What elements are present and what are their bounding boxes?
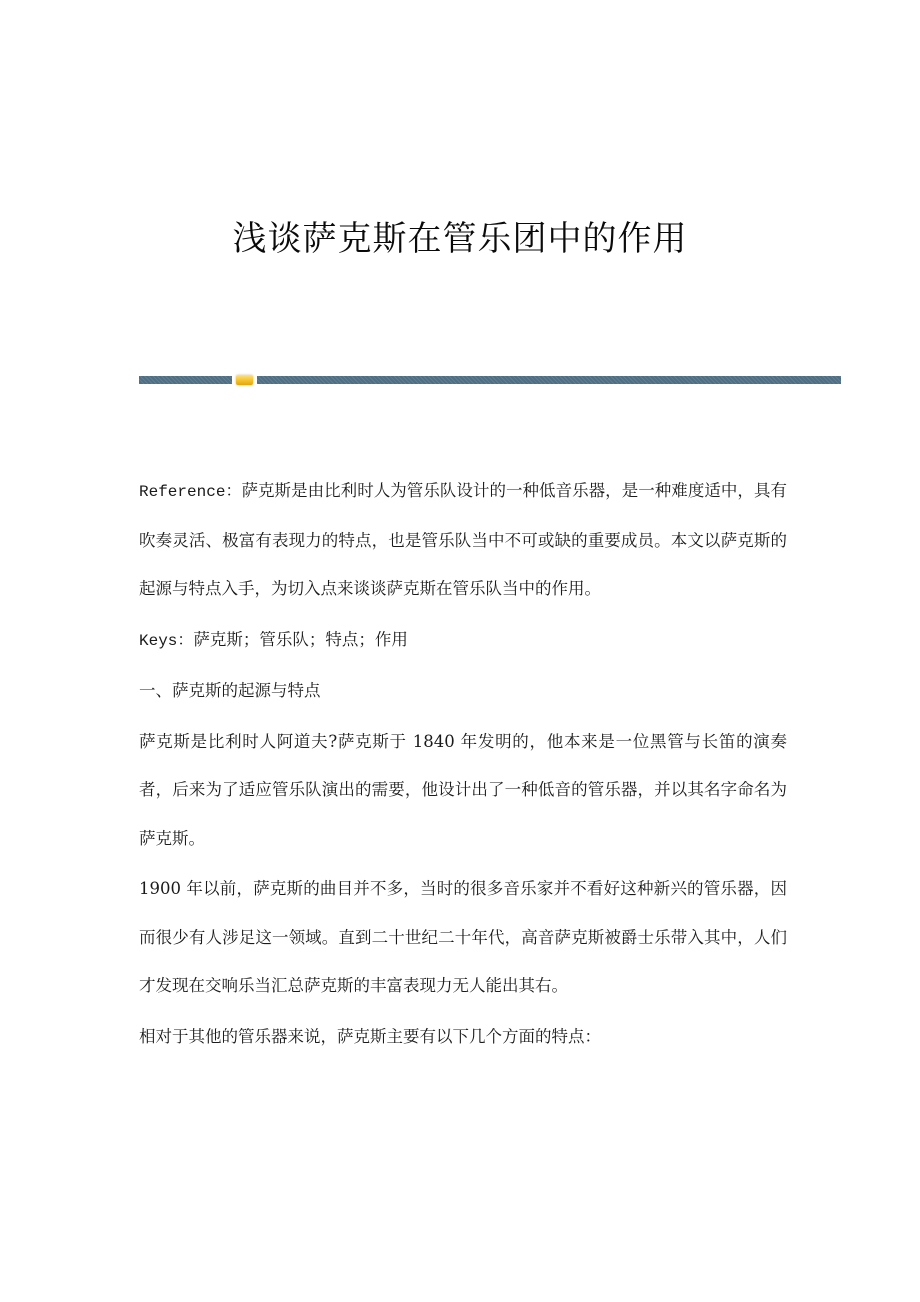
keys-text: 萨克斯；管乐队；特点；作用 xyxy=(193,629,408,649)
body-paragraph-history: 1900 年以前，萨克斯的曲目并不多，当时的很多音乐家并不看好这种新兴的管乐器，因而很少有人涉足这一领域。直到二十世纪二十年代，高音萨克斯被爵士乐带入其中，人们才发现在交响乐当汇总萨克斯的丰富表现力无人能出其右。 xyxy=(139,879,787,995)
title-divider xyxy=(139,375,841,385)
reference-label: Reference： xyxy=(139,483,242,501)
body-paragraph-origin: 萨克斯是比利时人阿道夫?萨克斯于 1840 年发明的，他本来是一位黑管与长笛的演奏者，后来为了适应管乐队演出的需要，他设计出了一种低音的管乐器，并以其名字命名为萨克斯。 xyxy=(139,731,787,848)
reference-text: 萨克斯是由比利时人为管乐队设计的一种低音乐器，是一种难度适中，具有吹奏灵活、极富有表现力的特点，也是管乐队当中不可或缺的重要成员。本文以萨克斯的起源与特点入手，为切入点来谈谈萨克斯在管乐队当中的作用。 xyxy=(139,481,787,598)
divider-bar-right xyxy=(257,376,841,384)
keys-label: Keys： xyxy=(139,631,194,650)
document-title: 浅谈萨克斯在管乐团中的作用 xyxy=(232,219,688,259)
body-paragraph-features-intro: 相对于其他的管乐器来说，萨克斯主要有以下几个方面的特点： xyxy=(139,1026,601,1046)
keys-paragraph xyxy=(139,616,787,666)
divider-ornament-icon xyxy=(236,375,253,385)
section-heading: 一、萨克斯的起源与特点 xyxy=(139,681,321,700)
document-body xyxy=(139,467,787,1061)
divider-bar-left xyxy=(139,376,232,384)
reference-paragraph xyxy=(139,467,787,614)
